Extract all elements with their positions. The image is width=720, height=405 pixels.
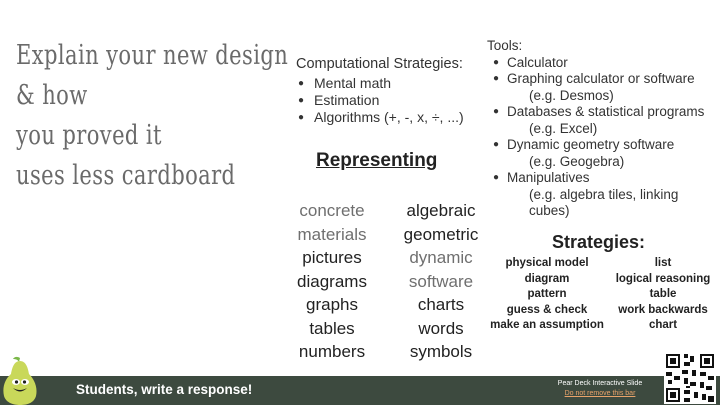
strategy-item: pattern <box>527 288 567 300</box>
tool-label: Graphing calculator or software <box>507 71 695 86</box>
prompt-line-3: you proved it <box>16 120 162 151</box>
tool-label: Manipulatives <box>507 170 590 185</box>
response-prompt: Students, write a response! <box>76 382 253 397</box>
strategy-item: make an assumption <box>490 319 604 331</box>
representation-item: diagrams <box>297 271 367 291</box>
representation-item: pictures <box>302 248 362 267</box>
prompt-line-1: Explain your new design <box>16 40 289 71</box>
computational-strategies <box>296 56 464 126</box>
pear-deck-bar <box>0 376 720 405</box>
strategy-item: table <box>649 288 677 300</box>
list-item <box>487 170 717 220</box>
representation-item: symbols <box>409 342 473 361</box>
strategy-item: list <box>654 257 672 269</box>
strategy-item: guess & check <box>506 303 588 316</box>
list-item <box>487 71 717 104</box>
tool-label: Calculator <box>507 54 568 70</box>
do-not-remove-label: Do not remove this bar <box>564 390 636 397</box>
tools-heading: Tools: <box>487 38 523 53</box>
tool-label: Dynamic geometry software <box>507 137 675 152</box>
strategy-item: chart <box>648 319 678 331</box>
computational-heading: Computational Strategies: <box>296 56 463 72</box>
tool-label: Databases & statistical programs <box>507 104 705 119</box>
representation-item: software <box>408 271 474 291</box>
strategy-item: diagram <box>524 272 570 285</box>
list-item: ● Estimation <box>296 92 464 109</box>
representing-column-right <box>396 199 486 364</box>
representation-item: graphs <box>306 295 358 314</box>
pear-logo-icon <box>0 354 40 405</box>
representation-item: concrete <box>299 201 365 220</box>
representation-item: charts <box>417 295 465 314</box>
representing-title: Representing <box>316 150 438 171</box>
representation-item: tables <box>309 318 355 338</box>
tool-example: (e.g. algebra tiles, linking cubes) <box>529 186 679 218</box>
computational-list <box>296 75 464 126</box>
prompt-text <box>16 36 289 196</box>
list-item: ● Algorithms (+, -, x, ÷, ...) <box>296 109 464 126</box>
strategy-item: physical model <box>505 257 589 269</box>
representation-item: numbers <box>298 342 366 361</box>
qr-code-icon <box>664 352 716 404</box>
strategies-column-right <box>610 256 716 334</box>
strategies-title: Strategies: <box>552 232 646 252</box>
list-item <box>487 104 717 137</box>
brand-label: Pear Deck Interactive Slide <box>557 380 643 387</box>
list-item <box>487 137 717 170</box>
list-item <box>487 55 717 72</box>
tool-example: (e.g. Excel) <box>529 120 598 136</box>
prompt-line-2: & how <box>16 80 88 111</box>
strategy-item: logical reasoning <box>615 272 711 285</box>
pear-deck-notice <box>540 379 660 399</box>
list-item: ● Mental math <box>296 75 464 92</box>
representing-column-left <box>292 199 372 364</box>
representation-item: dynamic <box>409 248 473 267</box>
strategies-column-left <box>486 256 608 334</box>
tool-example: (e.g. Desmos) <box>529 87 614 103</box>
tool-example: (e.g. Geogebra) <box>529 153 625 169</box>
tools-section <box>487 38 717 220</box>
representation-item: geometric <box>403 224 479 244</box>
prompt-line-4: uses less cardboard <box>16 160 236 191</box>
representation-item: words <box>418 318 464 338</box>
representation-item: materials <box>297 224 367 244</box>
strategy-item: work backwards <box>618 303 708 316</box>
tools-list <box>487 55 717 220</box>
representation-item: algebraic <box>406 201 476 220</box>
